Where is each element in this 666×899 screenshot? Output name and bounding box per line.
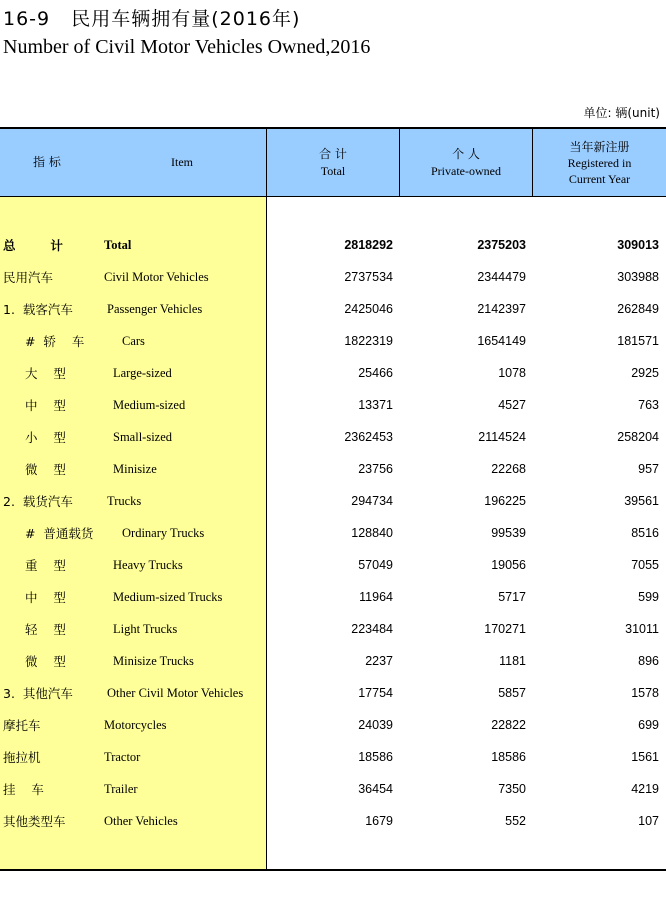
cell-total: 2237	[365, 654, 393, 668]
table-row	[0, 293, 666, 325]
cell-private: 19056	[491, 558, 526, 572]
cell-new: 763	[638, 398, 659, 412]
row-label-en: Light Trucks	[113, 621, 178, 636]
cell-private: 552	[505, 814, 526, 828]
cell-private: 22822	[491, 718, 526, 732]
table-row	[0, 645, 666, 677]
cell-total: 128840	[351, 526, 393, 540]
cell-new: 2925	[631, 366, 659, 380]
cell-new: 957	[638, 462, 659, 476]
row-label-cn: 挂 车	[3, 782, 44, 797]
cell-private: 2114524	[478, 430, 526, 444]
table-row	[0, 325, 666, 357]
cell-private: 2142397	[477, 302, 526, 316]
cell-new: 8516	[631, 526, 659, 540]
header-new-cn: 当年新注册	[569, 139, 630, 154]
header-total-en: Total	[320, 163, 346, 178]
cell-total: 36454	[358, 782, 393, 796]
row-label-cn: 大 型	[25, 366, 66, 381]
table-row	[0, 581, 666, 613]
cell-total: 2362453	[344, 430, 393, 444]
row-label-en: Small-sized	[113, 429, 173, 444]
cell-private: 5717	[498, 590, 526, 604]
row-label-en: Minisize	[113, 461, 157, 476]
row-label-en: Tractor	[104, 749, 141, 764]
cell-private: 18586	[491, 750, 526, 764]
cell-new: 39561	[624, 494, 659, 508]
cell-total: 2818292	[344, 238, 393, 252]
title-chinese: 16-9 民用车辆拥有量(2016年)	[3, 8, 301, 30]
cell-new: 181571	[617, 334, 659, 348]
row-label-cn: 1. 载客汽车	[3, 302, 73, 317]
cell-private: 1078	[498, 366, 526, 380]
table-row	[0, 453, 666, 485]
cell-private: 2375203	[477, 238, 526, 252]
row-label-cn: 总 计	[3, 238, 63, 253]
row-label-cn: 中 型	[25, 398, 66, 413]
cell-total: 223484	[351, 622, 393, 636]
row-label-en: Trucks	[107, 493, 142, 508]
header-new-en-1: Registered in	[567, 155, 632, 170]
header-item-cn: 指 标	[33, 155, 61, 169]
row-label-en: Other Civil Motor Vehicles	[107, 685, 244, 700]
cell-total: 24039	[358, 718, 393, 732]
table-row	[0, 421, 666, 453]
table-row	[0, 613, 666, 645]
cell-total: 17754	[358, 686, 393, 700]
header-private-cn: 个 人	[452, 146, 480, 161]
cell-private: 22268	[491, 462, 526, 476]
header-private	[400, 129, 532, 196]
row-label-cn: # 普通载货	[25, 526, 94, 541]
header-new	[533, 129, 666, 196]
row-label-en: Medium-sized	[113, 397, 186, 412]
row-label-en: Trailer	[104, 781, 138, 796]
row-label-cn: 其他类型车	[3, 814, 66, 829]
cell-new: 107	[638, 814, 659, 828]
cell-new: 7055	[631, 558, 659, 572]
cell-new: 599	[638, 590, 659, 604]
header-item	[0, 129, 266, 196]
table-row	[0, 261, 666, 293]
cell-private: 1181	[499, 654, 526, 668]
data-table	[0, 127, 666, 871]
cell-total: 2425046	[344, 302, 393, 316]
cell-total: 11964	[359, 590, 393, 604]
table-row	[0, 485, 666, 517]
row-label-en: Minisize Trucks	[113, 653, 194, 668]
table-row	[0, 389, 666, 421]
cell-new: 262849	[617, 302, 659, 316]
row-label-en: Total	[104, 237, 132, 252]
header-private-en: Private-owned	[431, 163, 501, 178]
cell-new: 303988	[617, 270, 659, 284]
cell-private: 196225	[484, 494, 526, 508]
table-row	[0, 805, 666, 837]
row-label-en: Other Vehicles	[104, 813, 178, 828]
row-label-cn: 民用汽车	[3, 270, 54, 285]
row-label-cn: 3. 其他汽车	[3, 686, 73, 701]
cell-private: 7350	[498, 782, 526, 796]
row-label-cn: 微 型	[25, 654, 66, 669]
row-label-cn: 中 型	[25, 590, 66, 605]
cell-private: 5857	[498, 686, 526, 700]
row-label-en: Motorcycles	[104, 717, 167, 732]
row-label-en: Ordinary Trucks	[122, 525, 205, 540]
table-row	[0, 773, 666, 805]
row-label-cn: 微 型	[25, 462, 66, 477]
table-row	[0, 677, 666, 709]
cell-total: 23756	[358, 462, 393, 476]
cell-private: 170271	[484, 622, 526, 636]
cell-total: 25466	[358, 366, 393, 380]
table-row	[0, 229, 666, 261]
row-label-en: Medium-sized Trucks	[113, 589, 223, 604]
header-total-cn: 合 计	[319, 146, 347, 161]
row-label-en: Heavy Trucks	[113, 557, 183, 572]
cell-new: 258204	[617, 430, 659, 444]
row-label-en: Civil Motor Vehicles	[104, 269, 209, 284]
table-row	[0, 741, 666, 773]
cell-new: 1561	[631, 750, 659, 764]
table-body	[0, 197, 666, 871]
row-label-cn: # 轿 车	[25, 334, 85, 349]
table-row	[0, 709, 666, 741]
row-label-en: Cars	[122, 333, 145, 348]
table-row	[0, 357, 666, 389]
cell-private: 99539	[491, 526, 526, 540]
row-label-en: Large-sized	[113, 365, 172, 380]
cell-private: 2344479	[477, 270, 526, 284]
cell-private: 4527	[498, 398, 526, 412]
row-label-cn: 拖拉机	[3, 750, 41, 765]
cell-total: 1679	[365, 814, 393, 828]
header-new-en-2: Current Year	[568, 171, 631, 186]
table-row	[0, 549, 666, 581]
cell-new: 31011	[625, 622, 659, 636]
cell-new: 896	[638, 654, 659, 668]
row-label-cn: 重 型	[25, 558, 66, 573]
cell-total: 57049	[358, 558, 393, 572]
header-total	[267, 129, 399, 196]
cell-total: 2737534	[344, 270, 393, 284]
title-english: Number of Civil Motor Vehicles Owned,2016	[3, 36, 371, 58]
table-row	[0, 517, 666, 549]
row-label-en: Passenger Vehicles	[107, 301, 203, 316]
cell-total: 13371	[358, 398, 393, 412]
cell-new: 4219	[631, 782, 659, 796]
cell-private: 1654149	[477, 334, 526, 348]
table-header	[0, 127, 666, 197]
cell-total: 18586	[358, 750, 393, 764]
cell-new: 309013	[617, 238, 659, 252]
row-label-cn: 摩托车	[3, 718, 41, 733]
cell-new: 699	[638, 718, 659, 732]
cell-total: 294734	[351, 494, 393, 508]
cell-new: 1578	[631, 686, 659, 700]
row-label-cn: 小 型	[25, 430, 66, 445]
unit-note: 单位: 辆(unit)	[583, 106, 660, 120]
cell-total: 1822319	[344, 334, 393, 348]
row-label-cn: 轻 型	[25, 622, 66, 637]
header-item-en: Item	[171, 155, 193, 169]
row-label-cn: 2. 载货汽车	[3, 494, 73, 509]
